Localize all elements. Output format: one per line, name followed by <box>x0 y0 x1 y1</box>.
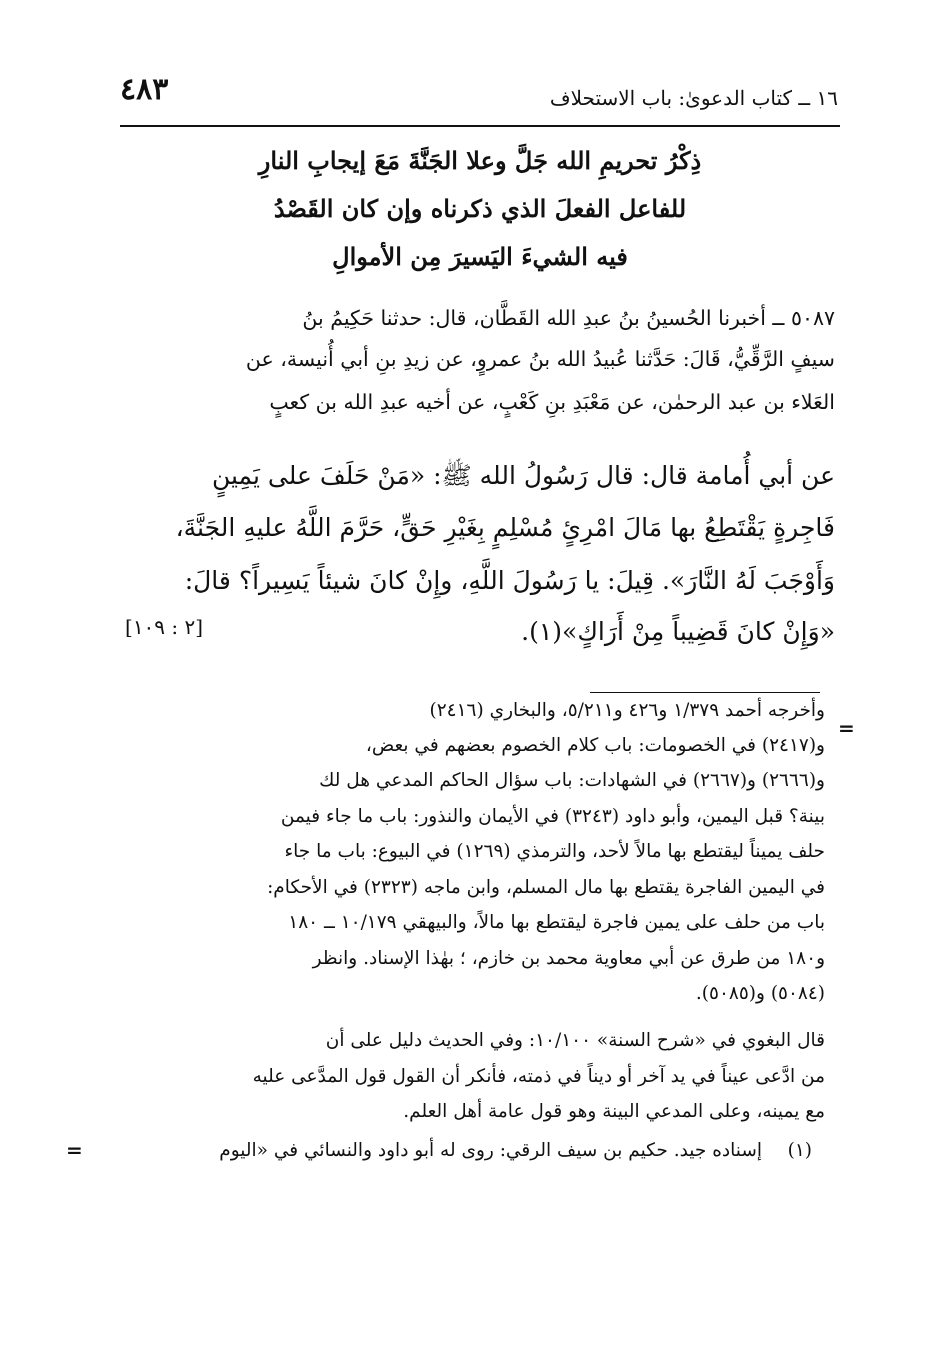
hadith-text-line-4: «وَإِنْ كانَ قَضِيباً مِنْ أَرَاكٍ»(١). <box>521 617 835 646</box>
chapter-title-line-1: ذِكْرُ تحريمِ الله جَلَّ وعلا الجَنَّةَ مَعَ إيجابِ النارِ <box>258 146 702 175</box>
footnote-line: وأخرجه أحمد ١/٣٧٩ و٤٢٦ و٥/٢١١، والبخاري (٢٤١٦) <box>429 700 825 721</box>
footnote-line: حلف يميناً ليقتطع بها مالاً لأحد، والترمذي (١٢٦٩) في البيوع: باب ما جاء <box>284 841 825 862</box>
footnote-line: و(٢٤١٧) في الخصومات: باب كلام الخصوم بعضهم في بعض، <box>365 735 825 756</box>
chapter-title-line-3: فيه الشيءَ اليَسيرَ مِن الأموالِ <box>332 242 628 271</box>
header-rule <box>120 125 840 127</box>
footnote-line: بينة؟ قبل اليمين، وأبو داود (٣٢٤٣) في الأيمان والنذور: باب ما جاء فيمن <box>280 806 825 827</box>
source-reference: [٢ : ١٠٩] <box>125 615 204 639</box>
narration-line-2: سيفٍ الرَّقِّيُّ، قَالَ: حَدَّثنا عُبيدُ الله بنُ عمروٍ، عن زيدِ بنِ أبي أُنيسة، عن <box>245 347 835 371</box>
continued-from-previous-marker: = <box>838 716 855 740</box>
hadith-text-line-3: وَأَوْجَبَ لَهُ النَّارَ». قِيلَ: يا رَسُولَ اللَّهِ، وإِنْ كانَ شيئاً يَسِيراً؟ قالَ: <box>184 566 835 595</box>
hadith-text-line-1: عن أبي أُمامة قال: قال رَسُولُ الله ﷺ: «مَنْ حَلَفَ على يَمِينٍ <box>211 461 835 490</box>
narration-line-1: ٥٠٨٧ ــ أخبرنا الحُسينُ بنُ عبدِ الله القَطَّان، قال: حدثنا حَكِيمُ بنُ <box>302 306 835 330</box>
continues-next-page-marker: = <box>66 1138 83 1162</box>
footnote-line: و١٨٠ من طرق عن أبي معاوية محمد بن خازم، ؛ بهٰذا الإسناد. وانظر <box>312 948 825 969</box>
running-head: ١٦ ــ كتاب الدعوىٰ: باب الاستحلاف <box>549 86 838 110</box>
footnote-line: (٥٠٨٤) و(٥٠٨٥). <box>695 983 825 1004</box>
chapter-title-line-2: للفاعل الفعلَ الذي ذكرناه وإن كان القَصْدُ <box>273 194 687 223</box>
footnote-line: و(٢٦٦٦) و(٢٦٦٧) في الشهادات: باب سؤال الحاكم المدعي هل لك <box>319 770 825 791</box>
footnote-rule <box>590 692 820 693</box>
footnote-1-text: إسناده جيد. حكيم بن سيف الرقي: روى له أبو داود والنسائي في «اليوم <box>219 1140 762 1161</box>
narration-line-3: العَلاء بن عبد الرحمٰن، عن مَعْبَدِ بنِ كَعْبٍ، عن أخيه عبدِ الله بن كعبٍ <box>269 390 835 414</box>
baghawi-line: من ادَّعى عيناً في يد آخر أو ديناً في ذمته، فأنكر أن القول قول المدَّعى عليه <box>252 1066 825 1087</box>
baghawi-line: قال البغوي في «شرح السنة» ١٠/١٠٠: وفي الحديث دليل على أن <box>325 1030 825 1051</box>
page-number: ٤٨٣ <box>120 72 169 107</box>
baghawi-line: مع يمينه، وعلى المدعي البينة وهو قول عامة أهل العلم. <box>403 1101 825 1122</box>
footnote-line: باب من حلف على يمين فاجرة ليقتطع بها مالاً، والبيهقي ١٠/١٧٩ ــ ١٨٠ <box>288 912 825 933</box>
footnote-number: (١) <box>787 1140 812 1161</box>
hadith-text-line-2: فَاجِرةٍ يَقْتَطِعُ بها مَالَ امْرِئٍ مُسْلِمٍ بِغَيْرِ حَقٍّ، حَرَّمَ اللَّهُ عليهِ الجَنَّةَ، <box>175 513 835 542</box>
footnote-line: في اليمين الفاجرة يقتطع بها مال المسلم، وابن ماجه (٢٣٢٣) في الأحكام: <box>267 877 825 898</box>
